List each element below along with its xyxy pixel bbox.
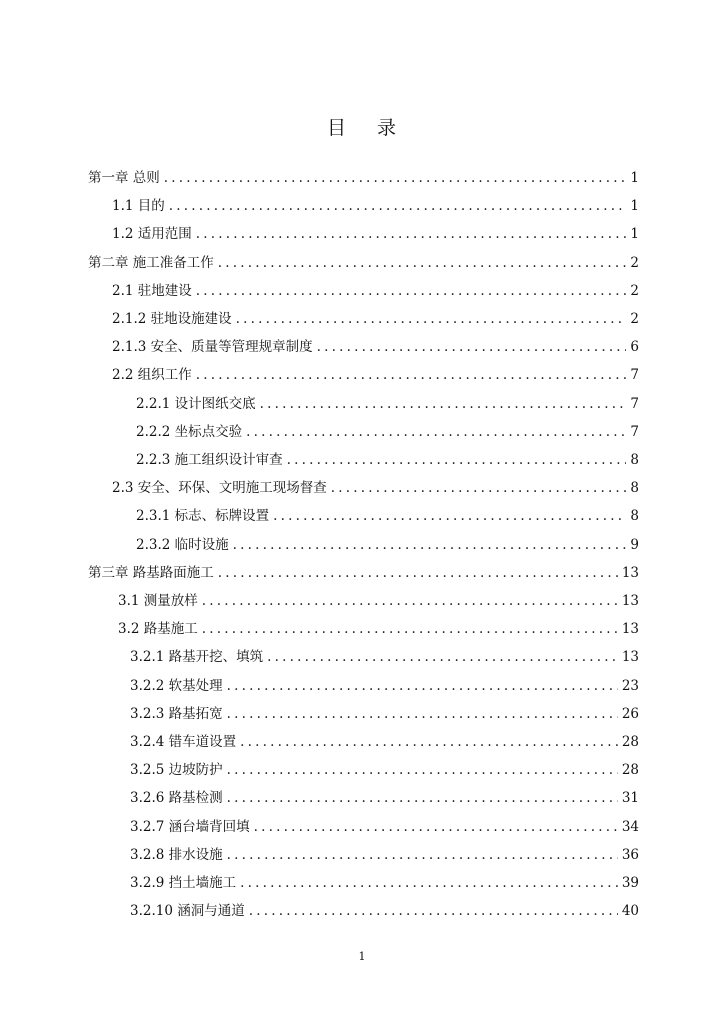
- toc-entry[interactable]: [88, 167, 639, 189]
- toc-leader-dots: [202, 590, 618, 612]
- toc-entry-page: 8: [630, 480, 639, 497]
- toc-leader-dots: [227, 787, 618, 809]
- toc-entry-label: 1.2 适用范围: [112, 226, 192, 243]
- toc-leader-dots: [317, 336, 627, 358]
- toc-leader-dots: [196, 223, 627, 245]
- toc-entry-label: 2.1.2 驻地设施建设: [112, 311, 232, 327]
- toc-entry-label: 3.2.5 边坡防护: [130, 762, 223, 779]
- toc-entry-label: 2.2.2 坐标点交验: [136, 423, 243, 440]
- toc-entry-label: 第一章 总则: [88, 170, 160, 186]
- toc-entry[interactable]: [130, 844, 639, 866]
- toc-entry-label: 第二章 施工准备工作: [88, 254, 214, 271]
- toc-entry[interactable]: [130, 900, 639, 922]
- toc-entry-label: 2.2 组织工作: [112, 367, 192, 384]
- toc-entry-page: 9: [630, 536, 639, 553]
- toc-leader-dots: [196, 280, 627, 302]
- toc-entry-label: 3.2.2 软基处理: [130, 677, 223, 694]
- toc-entry-label: 3.2.1 路基开挖、填筑: [130, 649, 264, 666]
- toc-entry-label: 3.2.9 挡土墙施工: [130, 875, 237, 891]
- toc-entry-label: 3.2.3 路基拓宽: [130, 705, 223, 722]
- toc-entry-page: 7: [630, 367, 639, 384]
- toc-entry[interactable]: [112, 280, 639, 302]
- toc-leader-dots: [202, 618, 618, 640]
- toc-entry-page: 28: [621, 734, 639, 750]
- toc-entry[interactable]: [136, 505, 639, 527]
- toc-entry-label: 3.2.4 错车道设置: [130, 734, 237, 750]
- toc-leader-dots: [169, 195, 627, 217]
- toc-entry-page: 36: [621, 846, 639, 863]
- toc-leader-dots: [287, 449, 627, 471]
- toc-leader-dots: [227, 675, 618, 697]
- toc-entry[interactable]: [118, 590, 639, 612]
- toc-entry-label: 2.3.1 标志、标牌设置: [136, 508, 270, 525]
- toc-entry-page: 1: [630, 226, 639, 243]
- toc-leader-dots: [273, 505, 626, 527]
- toc-entry-page: 6: [630, 339, 639, 356]
- toc-entry-page: 2: [630, 254, 639, 271]
- toc-entry-page: 13: [621, 649, 639, 666]
- toc-leader-dots: [233, 534, 627, 556]
- toc-entry-page: 34: [621, 818, 639, 835]
- toc-entry[interactable]: [112, 308, 639, 330]
- toc-leader-dots: [227, 844, 618, 866]
- toc-entry[interactable]: [130, 731, 639, 753]
- toc-leader-dots: [196, 364, 627, 386]
- toc-leader-dots: [331, 477, 627, 499]
- toc-entry-label: 3.2 路基施工: [118, 621, 198, 638]
- toc-leader-dots: [254, 816, 618, 838]
- toc-entry[interactable]: [130, 872, 639, 894]
- toc-entry-page: 1: [630, 198, 639, 215]
- toc-entry-label: 2.3 安全、环保、文明施工现场督查: [112, 480, 327, 497]
- toc-entry[interactable]: [112, 477, 639, 499]
- toc-entry[interactable]: [88, 252, 639, 274]
- toc-entry[interactable]: [130, 759, 639, 781]
- toc-entry-page: 13: [621, 564, 639, 581]
- toc-entry-page: 39: [621, 875, 639, 891]
- toc-entry-page: 2: [630, 282, 639, 299]
- toc-leader-dots: [236, 308, 627, 330]
- toc-entry[interactable]: [130, 703, 639, 725]
- toc-entry[interactable]: [136, 449, 639, 471]
- toc-leader-dots: [218, 252, 627, 274]
- toc-entry-page: 2: [630, 311, 639, 327]
- toc-entry-label: 3.2.8 排水设施: [130, 846, 223, 863]
- toc-entry-page: 28: [621, 762, 639, 779]
- toc-entry-label: 2.2.1 设计图纸交底: [136, 395, 256, 412]
- toc-entry-page: 26: [621, 705, 639, 722]
- toc-entry-page: 1: [630, 170, 639, 186]
- toc-leader-dots: [227, 759, 618, 781]
- toc-leader-dots: [267, 646, 618, 668]
- title-left-char: 目: [326, 117, 347, 139]
- toc-entry[interactable]: [118, 618, 639, 640]
- toc-entry-page: 13: [621, 593, 639, 609]
- toc-entry-label: 3.1 测量放样: [118, 593, 198, 609]
- toc-entry-page: 31: [621, 790, 639, 807]
- toc-entry-page: 23: [621, 677, 639, 694]
- toc-leader-dots: [246, 421, 626, 443]
- toc-entry-page: 7: [630, 395, 639, 412]
- toc-leader-dots: [260, 393, 627, 415]
- toc-entry-label: 2.2.3 施工组织设计审查: [136, 452, 283, 468]
- toc-entry-label: 2.1.3 安全、质量等管理规章制度: [112, 339, 313, 356]
- toc-entry[interactable]: [130, 675, 639, 697]
- toc-entry-page: 8: [630, 508, 639, 525]
- toc-entry[interactable]: [130, 816, 639, 838]
- toc-leader-dots: [249, 900, 618, 922]
- toc-entry-label: 第三章 路基路面施工: [88, 564, 214, 581]
- toc-entry-label: 1.1 目的: [112, 198, 165, 215]
- toc-entry[interactable]: [130, 787, 639, 809]
- toc-entry-label: 3.2.6 路基检测: [130, 790, 223, 807]
- toc-entry[interactable]: [136, 534, 639, 556]
- toc-entry[interactable]: [136, 393, 639, 415]
- toc-entry[interactable]: [130, 646, 639, 668]
- toc-entry[interactable]: [112, 364, 639, 386]
- toc-entry-page: 8: [630, 452, 639, 468]
- title-right-char: 录: [377, 117, 398, 139]
- toc-entry-page: 13: [621, 621, 639, 638]
- toc-entry[interactable]: [136, 421, 639, 443]
- page-title: [0, 113, 724, 140]
- toc-entry-label: 3.2.10 涵洞与通道: [130, 903, 245, 920]
- page-number: 1: [358, 950, 366, 963]
- toc-entry-label: 2.1 驻地建设: [112, 282, 192, 299]
- toc-entry-page: 40: [621, 903, 639, 920]
- toc-leader-dots: [240, 731, 618, 753]
- toc-entry[interactable]: [88, 562, 639, 584]
- toc-leader-dots: [164, 167, 627, 189]
- toc-entry-label: 3.2.7 涵台墙背回填: [130, 818, 250, 835]
- toc-entry[interactable]: [112, 336, 639, 358]
- toc-leader-dots: [227, 703, 618, 725]
- toc-entry[interactable]: [112, 223, 639, 245]
- toc-entry[interactable]: [112, 195, 639, 217]
- toc-entry-label: 2.3.2 临时设施: [136, 536, 229, 553]
- toc-leader-dots: [240, 872, 618, 894]
- toc-entry-page: 7: [630, 423, 639, 440]
- toc-leader-dots: [218, 562, 618, 584]
